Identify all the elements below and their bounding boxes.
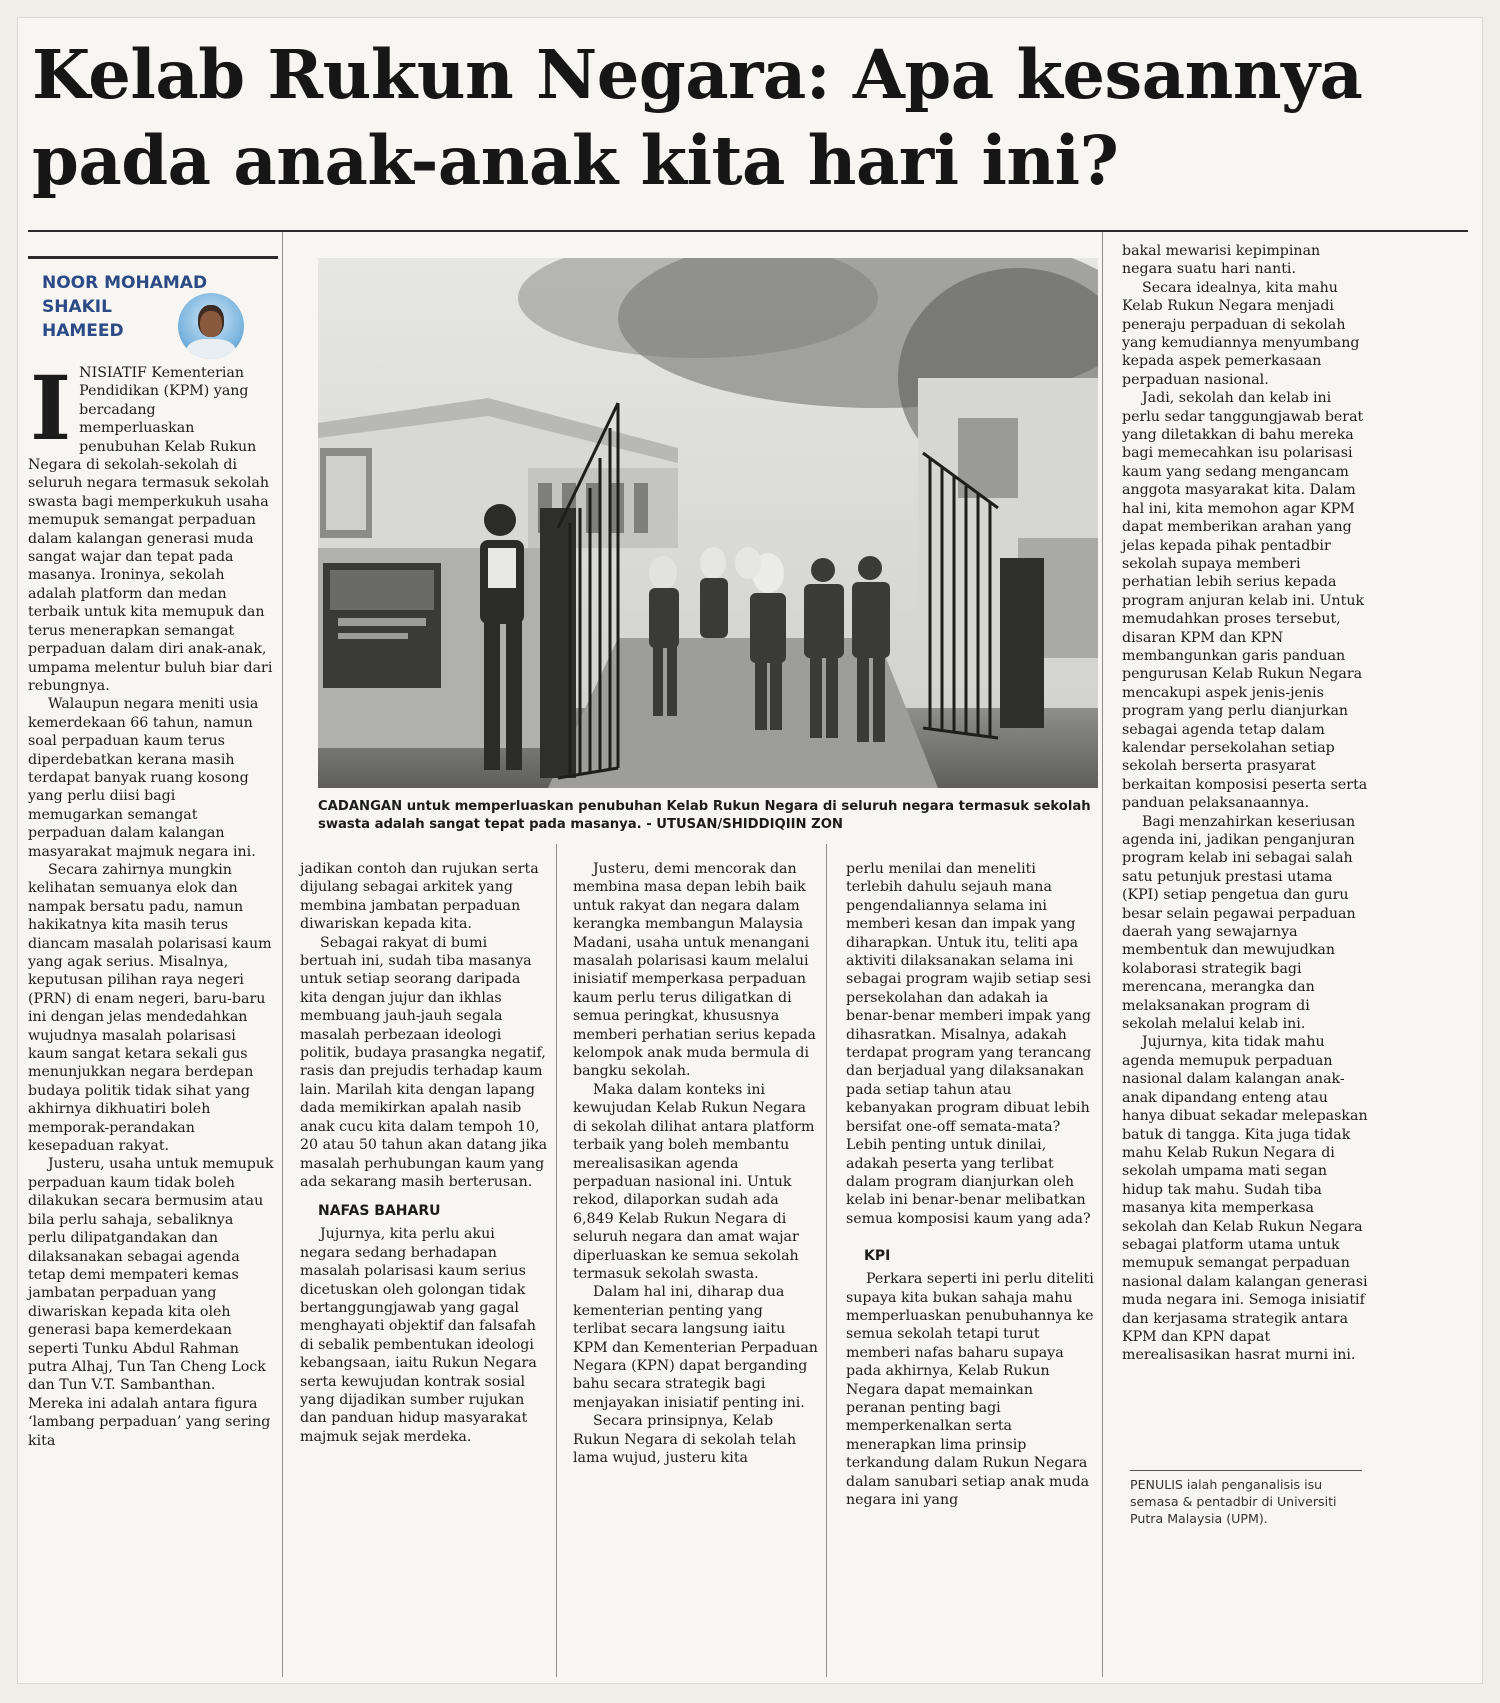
author-bio: PENULIS ialah penganalisis isu semasa & pentadbir di Universiti Putra Malaysia (UPM). [1130, 1477, 1337, 1526]
author-name-line: SHAKIL [42, 297, 112, 317]
paragraph: NISIATIF Kementerian Pendidikan (KPM) yang bercadang memperluaskan penubuhan Kelab Rukun Negara di sekolah-sekolah di seluruh negara termasuk sekolah swasta bagi memperkukuh usaha memupuk semangat perpaduan dalam kalangan generasi muda sangat wajar dan tepat pada masanya. Ironinya, sekolah adalah platform dan medan terbaik untuk kita memupuk dan terus menerapkan semangat perpaduan dalam diri anak-anak, umpama melentur buluh biar dari rebungnya. [28, 365, 273, 694]
drop-cap: I [30, 356, 72, 460]
author-name-line: HAMEED [42, 321, 124, 341]
column-rule [826, 844, 827, 1677]
headline: Kelab Rukun Negara: Apa kesannya pada anak-anak kita hari ini? [32, 35, 1363, 200]
paragraph: perlu menilai dan meneliti terlebih dahulu sejauh mana pengendaliannya selama ini memberi kesan dan impak yang diharapkan. Untuk itu, teliti apa aktiviti dilaksanakan selama ini sebagai program wajib setiap sesi persekolahan dan adakah ia benar-benar memberi impak yang dihasratkan. Misalnya, adakah terdapat program yang terancang dan berjadual yang dilaksanakan pada setiap tahun atau kebanyakan program dibuat lebih bersifat one-off semata-mata? Lebih penting untuk dinilai, adakah peserta yang terlibat dalam program dianjurkan oleh kelab ini benar-benar melibatkan semua komposisi kaum yang ada? [846, 861, 1092, 1227]
paragraph: Sebagai rakyat di bumi bertuah ini, sudah tiba masanya untuk setiap seorang daripada kita dengan jujur dan ikhlas membuang jauh-jauh segala masalah perbezaan ideologi politik, budaya prasangka negatif, rasis dan prejudis terhadap kaum lain. Marilah kita dengan lapang dada memikirkan apalah nasib anak cucu kita dalam tempoh 10, 20 atau 50 tahun akan datang jika masalah perhubungan kaum yang ada sekarang masih berterusan. [300, 934, 548, 1190]
paragraph: Dalam hal ini, diharap dua kementerian penting yang terlibat secara langsung iaitu KPM dan Kementerian Perpaduan Negara (KPN) dapat berganding bahu secara strategik bagi menjayakan inisiatif penting ini. [573, 1284, 818, 1411]
article-column-1 [28, 356, 274, 1450]
subheading: NAFAS BAHARU [318, 1203, 441, 1220]
paragraph: Justeru, demi mencorak dan membina masa depan lebih baik untuk rakyat dan negara dalam kerangka membangun Malaysia Madani, usaha untuk menangani masalah polarisasi kaum melalui inisiatif memperkasa perpaduan kaum perlu terus diligatkan di semua peringkat, khususnya memberi perhatian serius kepada kelompok anak muda bermula di bangku sekolah. [573, 861, 816, 1080]
newspaper-clipping [18, 18, 1482, 1683]
avatar-face [200, 311, 222, 337]
article-column-4 [846, 860, 1094, 1509]
school-gate-photo [318, 258, 1098, 788]
article-column-2 [300, 860, 548, 1446]
column-rule [282, 232, 283, 1677]
paragraph: Jadi, sekolah dan kelab ini perlu sedar tanggungjawab berat yang diletakkan di bahu mereka bagi memecahkan isu polarisasi kaum yang sedang mengancam anggota masyarakat kita. Dalam hal ini, kita memohon agar KPM dapat memberikan arahan yang jelas kepada pihak pentadbir sekolah supaya memberi perhatian lebih serius kepada program anjuran kelab ini. Untuk memudahkan proses tersebut, disaran KPM dan KPN membangunkan garis panduan pengurusan Kelab Rukun Negara mencakupi aspek jenis-jenis program yang perlu dianjurkan sebagai agenda tetap dalam kalendar persekolahan setiap sekolah berserta prasyarat berkaitan komposisi peserta serta panduan pelaksanaannya. [1122, 390, 1368, 812]
column-rule [1102, 232, 1103, 1677]
article-column-3 [573, 860, 819, 1467]
headline-rule [28, 230, 1468, 232]
news-photo [318, 258, 1098, 788]
byline-box [28, 256, 278, 367]
paragraph: Walaupun negara meniti usia kemerdekaan 66 tahun, namun soal perpaduan kaum terus diperdebatkan kerana masih terdapat banyak ruang kosong yang perlu diisi bagi memugarkan semangat perpaduan dalam kalangan masyarakat majmuk negara ini. [28, 696, 259, 860]
author-avatar [178, 293, 244, 359]
author-name-line: NOOR MOHAMAD [42, 273, 208, 293]
subheading: KPI [864, 1248, 891, 1265]
article-column-5 [1122, 242, 1368, 1365]
paragraph: Maka dalam konteks ini kewujudan Kelab Rukun Negara di sekolah dilihat antara platform terbaik yang boleh membantu merealisasikan agenda perpaduan nasional ini. Untuk rekod, dilaporkan sudah ada 6,849 Kelab Rukun Negara di seluruh negara dan amat wajar diperluaskan ke semua sekolah termasuk sekolah swasta. [573, 1081, 815, 1282]
paragraph: jadikan contoh dan rujukan serta dijulang sebagai arkitek yang membina jambatan perpaduan diwariskan kepada kita. [300, 861, 539, 933]
paragraph: Jujurnya, kita tidak mahu agenda memupuk perpaduan nasional dalam kalangan anak-anak dipandang enteng atau hanya dibuat sekadar melepaskan batuk di tangga. Kita juga tidak mahu Kelab Rukun Negara di sekolah umpama mati segan hidup tak mahu. Sudah tiba masanya kita memperkasa sekolah dan Kelab Rukun Negara sebagai platform utama untuk memupuk semangat perpaduan nasional dalam kalangan generasi muda negara ini. Semoga inisiatif dan kerjasama strategik antara KPM dan KPN dapat merealisasikan hasrat murni ini. [1122, 1034, 1368, 1364]
paragraph: bakal mewarisi kepimpinan negara suatu hari nanti. [1122, 243, 1321, 278]
column-rule [556, 844, 557, 1677]
paragraph: Secara zahirnya mungkin kelihatan semuanya elok dan nampak bersatu padu, namun hakikatnya kita masih terus diancam masalah polarisasi kaum yang agak serius. Misalnya, keputusan pilihan raya negeri (PRN) di enam negeri, baru-baru ini dengan jelas mendedahkan wujudnya masalah polarisasi kaum sangat ketara sekali gus menunjukkan negara berdepan budaya politik tidak sihat yang akhirnya dikhuatiri boleh memporak-perandakan kesepaduan rakyat. [28, 861, 272, 1155]
paragraph: Bagi menzahirkan keseriusan agenda ini, jadikan penganjuran program kelab ini sebagai salah satu petunjuk prestasi utama (KPI) setiap pengetua dan guru besar selain pegawai perpaduan daerah yang sewajarnya membentuk dan mewujudkan kolaborasi strategik bagi merencana, merangka dan melaksanakan program di sekolah melalui kelab ini. [1122, 813, 1356, 1033]
avatar-shirt [186, 339, 236, 359]
paragraph: Secara idealnya, kita mahu Kelab Rukun Negara menjadi peneraju perpaduan di sekolah yang kemudiannya menyumbang kepada aspek pemerkasaan perpaduan nasional. [1122, 279, 1360, 388]
paragraph: Justeru, usaha untuk memupuk perpaduan kaum tidak boleh dilakukan secara bermusim atau bila perlu sahaja, sebaliknya perlu dilipatgandakan dan dilaksanakan sebagai agenda tetap demi mempateri kemas jambatan perpaduan yang diwariskan kepada kita oleh generasi bapa kemerdekaan seperti Tunku Abdul Rahman putra Alhaj, Tun Tan Cheng Lock dan Tun V.T. Sambanthan. Mereka ini adalah antara figura ‘lambang perpaduan’ yang sering kita [28, 1156, 274, 1449]
bio-rule [1130, 1470, 1362, 1471]
paragraph: Jujurnya, kita perlu akui negara sedang berhadapan masalah polarisasi kaum serius dicetuskan oleh golongan tidak bertanggungjawab yang gagal menghayati objektif dan falsafah di sebalik pembentukan ideologi kebangsaan, iaitu Rukun Negara serta kewujudan kontrak sosial yang dijadikan sumber rujukan dan panduan hidup masyarakat majmuk sejak merdeka. [300, 1226, 537, 1445]
photo-caption: CADANGAN untuk memperluaskan penubuhan Kelab Rukun Negara di seluruh negara termasuk sekolah swasta adalah sangat tepat pada masanya. - UTUSAN/SHIDDIQIIN ZON [318, 799, 1091, 832]
paragraph: Perkara seperti ini perlu diteliti supaya kita bukan sahaja mahu memperluaskan penubuhannya ke semua sekolah tetapi turut memberi nafas baharu supaya pada akhirnya, Kelab Rukun Negara dapat memainkan peranan penting bagi memperkenalkan serta menerapkan lima prinsip terkandung dalam Rukun Negara dalam sanubari setiap anak muda negara ini yang [846, 1271, 1094, 1508]
paragraph: Secara prinsipnya, Kelab Rukun Negara di sekolah telah lama wujud, justeru kita [573, 1413, 797, 1466]
